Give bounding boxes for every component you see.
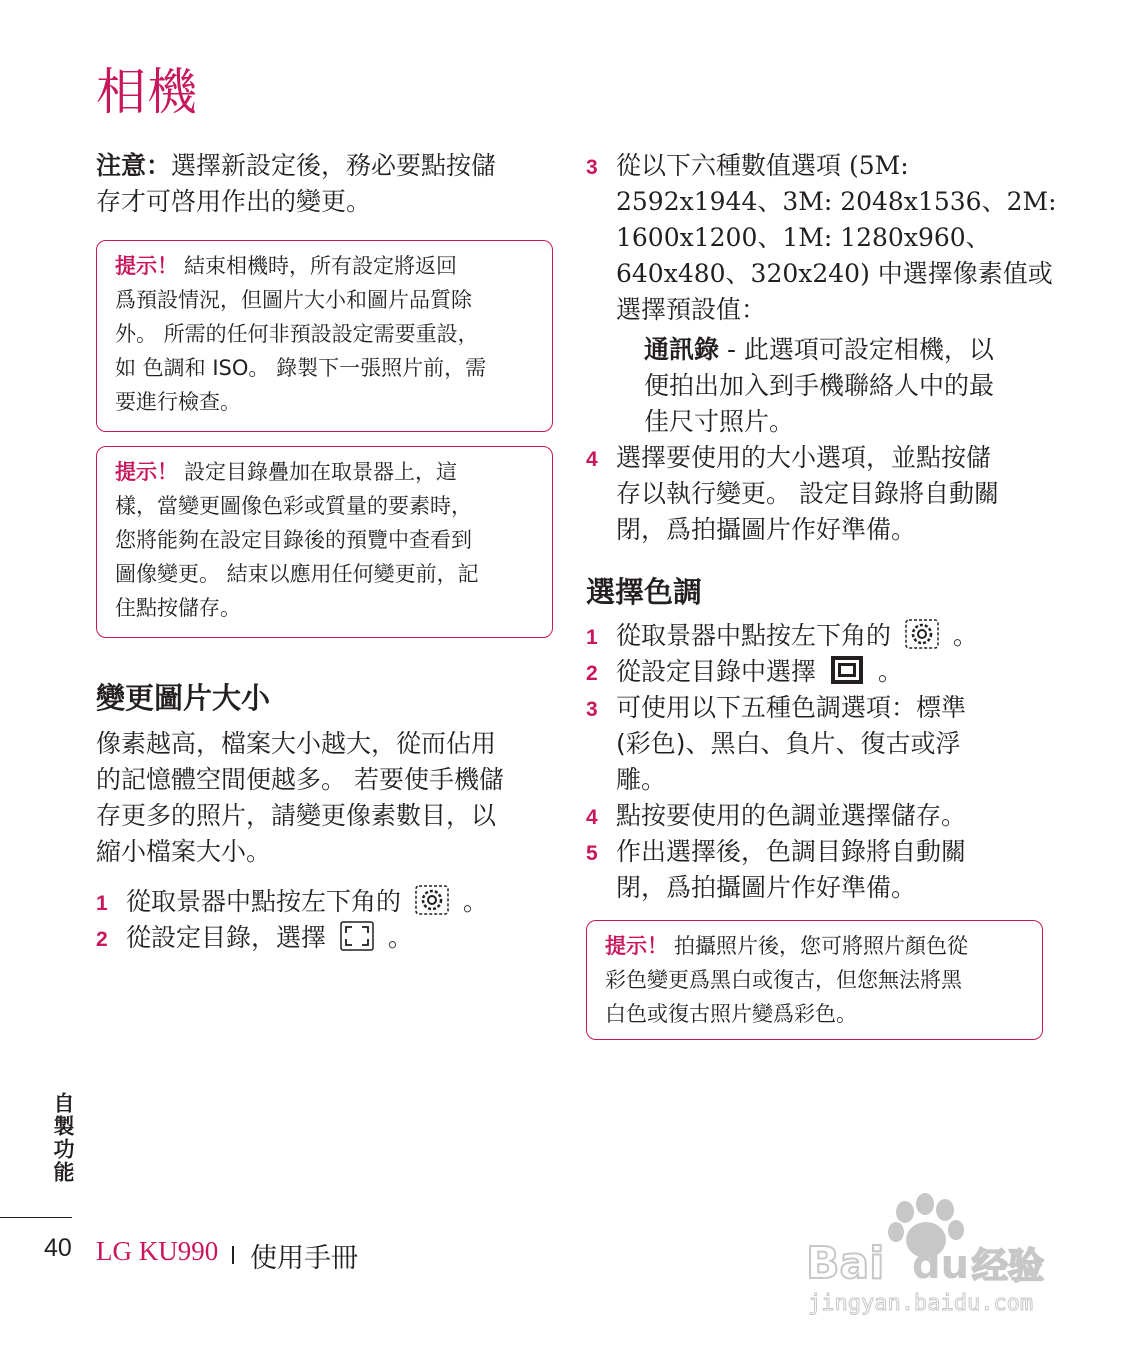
note-paragraph — [96, 148, 556, 220]
step-number: 5 — [586, 842, 598, 865]
step-line: (彩色)、黑白、負片、復古或浮 — [616, 729, 961, 758]
settings-gear-icon — [905, 619, 939, 649]
tip-line: 圖像變更。 結束以應用任何變更前，記 — [115, 562, 479, 586]
step-line: 選擇預設值： — [616, 295, 767, 324]
note-line: 選擇新設定後，務必要點按儲 — [171, 151, 497, 180]
tip-line: 住點按儲存。 — [115, 596, 241, 620]
baidu-jingyan-watermark-logo — [800, 1190, 1080, 1320]
note-line: 存才可啓用作出的變更。 — [96, 187, 372, 216]
step-line: 1600x1200、1M: 1280x960、 — [616, 223, 991, 252]
image-size-icon — [340, 921, 374, 951]
step-line: 可使用以下五種色調選項：標準 — [616, 693, 967, 722]
step-item — [586, 690, 1046, 798]
step-item — [586, 798, 1046, 834]
step-item — [586, 834, 1046, 906]
page-title: 相機 — [96, 63, 198, 121]
section-heading: 變更圖片大小 — [96, 681, 271, 715]
step-tail: 。 — [387, 923, 413, 952]
tip-line: 如 色調和 ISO。 錄製下一張照片前，需 — [115, 356, 487, 380]
note-label: 注意： — [96, 151, 172, 180]
sub-option-line: 便拍出加入到手機聯絡人中的最 — [644, 371, 995, 400]
footer-divider — [0, 1217, 72, 1218]
tip-label: 提示！ — [115, 460, 178, 484]
tip-line: 拍攝照片後，您可將照片顏色從 — [674, 934, 968, 958]
paragraph-line: 的記憶體空間便越多。 若要使手機儲 — [96, 765, 504, 794]
step-item — [96, 920, 556, 956]
tip-box — [96, 240, 553, 432]
sub-option-line: - 此選項可設定相機，以 — [719, 335, 994, 364]
tip-box — [96, 446, 553, 638]
step-item — [586, 654, 1046, 690]
step-line: 存以執行變更。 設定目錄將自動關 — [616, 479, 999, 508]
step-line: 雕。 — [616, 765, 667, 794]
step-number: 1 — [586, 626, 598, 649]
step-number: 1 — [96, 892, 108, 915]
tip-line: 外。 所需的任何非預設設定需要重設， — [115, 322, 479, 346]
step-line: 選擇要使用的大小選項，並點按儲 — [616, 443, 992, 472]
tip-line: 結束相機時，所有設定將返回 — [184, 254, 457, 278]
section-heading: 選擇色調 — [586, 575, 703, 609]
step-tail: 。 — [462, 887, 488, 916]
tip-line: 樣，當變更圖像色彩或質量的要素時， — [115, 494, 472, 518]
tip-line: 爲預設情況，但圖片大小和圖片品質除 — [115, 288, 472, 312]
svg-text:Bai: Bai — [806, 1238, 885, 1289]
tip-line: 要進行檢查。 — [115, 390, 241, 414]
paragraph-line: 像素越高，檔案大小越大，從而佔用 — [96, 729, 497, 758]
step-line: 閉，爲拍攝圖片作好準備。 — [616, 873, 917, 902]
svg-text:经验: 经验 — [972, 1246, 1045, 1287]
footer-model-name: LG KU990 — [96, 1236, 219, 1266]
step-item — [586, 618, 1046, 654]
step-line: 從以下六種數值選項 (5M: — [616, 151, 909, 180]
paragraph-line: 存更多的照片，請變更像素數目，以 — [96, 801, 497, 830]
step-text: 從取景器中點按左下角的 — [126, 887, 402, 916]
svg-text:du: du — [912, 1242, 970, 1288]
step-number: 3 — [586, 156, 598, 179]
tip-line: 白色或復古照片變爲彩色。 — [605, 1002, 857, 1026]
step-number: 4 — [586, 448, 598, 471]
section-side-label: 自製功能 — [51, 1092, 75, 1184]
step-text: 從設定目錄，選擇 — [126, 923, 327, 952]
step-text: 從設定目錄中選擇 — [616, 657, 817, 686]
step-number: 2 — [96, 928, 108, 951]
footer-separator — [232, 1246, 234, 1264]
step-line: 640x480、320x240) 中選擇像素值或 — [616, 259, 1053, 288]
paragraph-line: 縮小檔案大小。 — [96, 837, 272, 866]
step-line: 閉，爲拍攝圖片作好準備。 — [616, 515, 917, 544]
step-tail: 。 — [952, 621, 978, 650]
step-line: 作出選擇後，色調目錄將自動關 — [616, 837, 967, 866]
tip-label: 提示！ — [605, 934, 668, 958]
footer-manual-title: 使用手冊 — [250, 1243, 358, 1274]
tip-box — [586, 920, 1043, 1040]
settings-gear-icon — [415, 885, 449, 915]
body-paragraph — [96, 726, 556, 870]
step-item — [586, 440, 1046, 548]
tip-line: 設定目錄疊加在取景器上，這 — [184, 460, 457, 484]
step-line: 點按要使用的色調並選擇儲存。 — [616, 801, 967, 830]
svg-text:jingyan.baidu.com: jingyan.baidu.com — [808, 1291, 1034, 1316]
step-item — [96, 884, 556, 920]
step-line: 2592x1944、3M: 2048x1536、2M: — [616, 187, 1057, 216]
step-number: 3 — [586, 698, 598, 721]
step-tail: 。 — [877, 657, 903, 686]
tip-line: 您將能夠在設定目錄後的預覽中查看到 — [115, 528, 472, 552]
page-number: 40 — [44, 1234, 72, 1262]
color-tone-icon — [830, 655, 864, 685]
step-text: 從取景器中點按左下角的 — [616, 621, 892, 650]
sub-option-label: 通訊錄 — [644, 335, 720, 364]
tip-label: 提示！ — [115, 254, 178, 278]
step-item — [586, 148, 1057, 328]
sub-option — [644, 332, 1044, 440]
sub-option-line: 佳尺寸照片。 — [644, 407, 795, 436]
tip-line: 彩色變更爲黑白或復古，但您無法將黑 — [605, 968, 962, 992]
step-number: 4 — [586, 806, 598, 829]
step-number: 2 — [586, 662, 598, 685]
